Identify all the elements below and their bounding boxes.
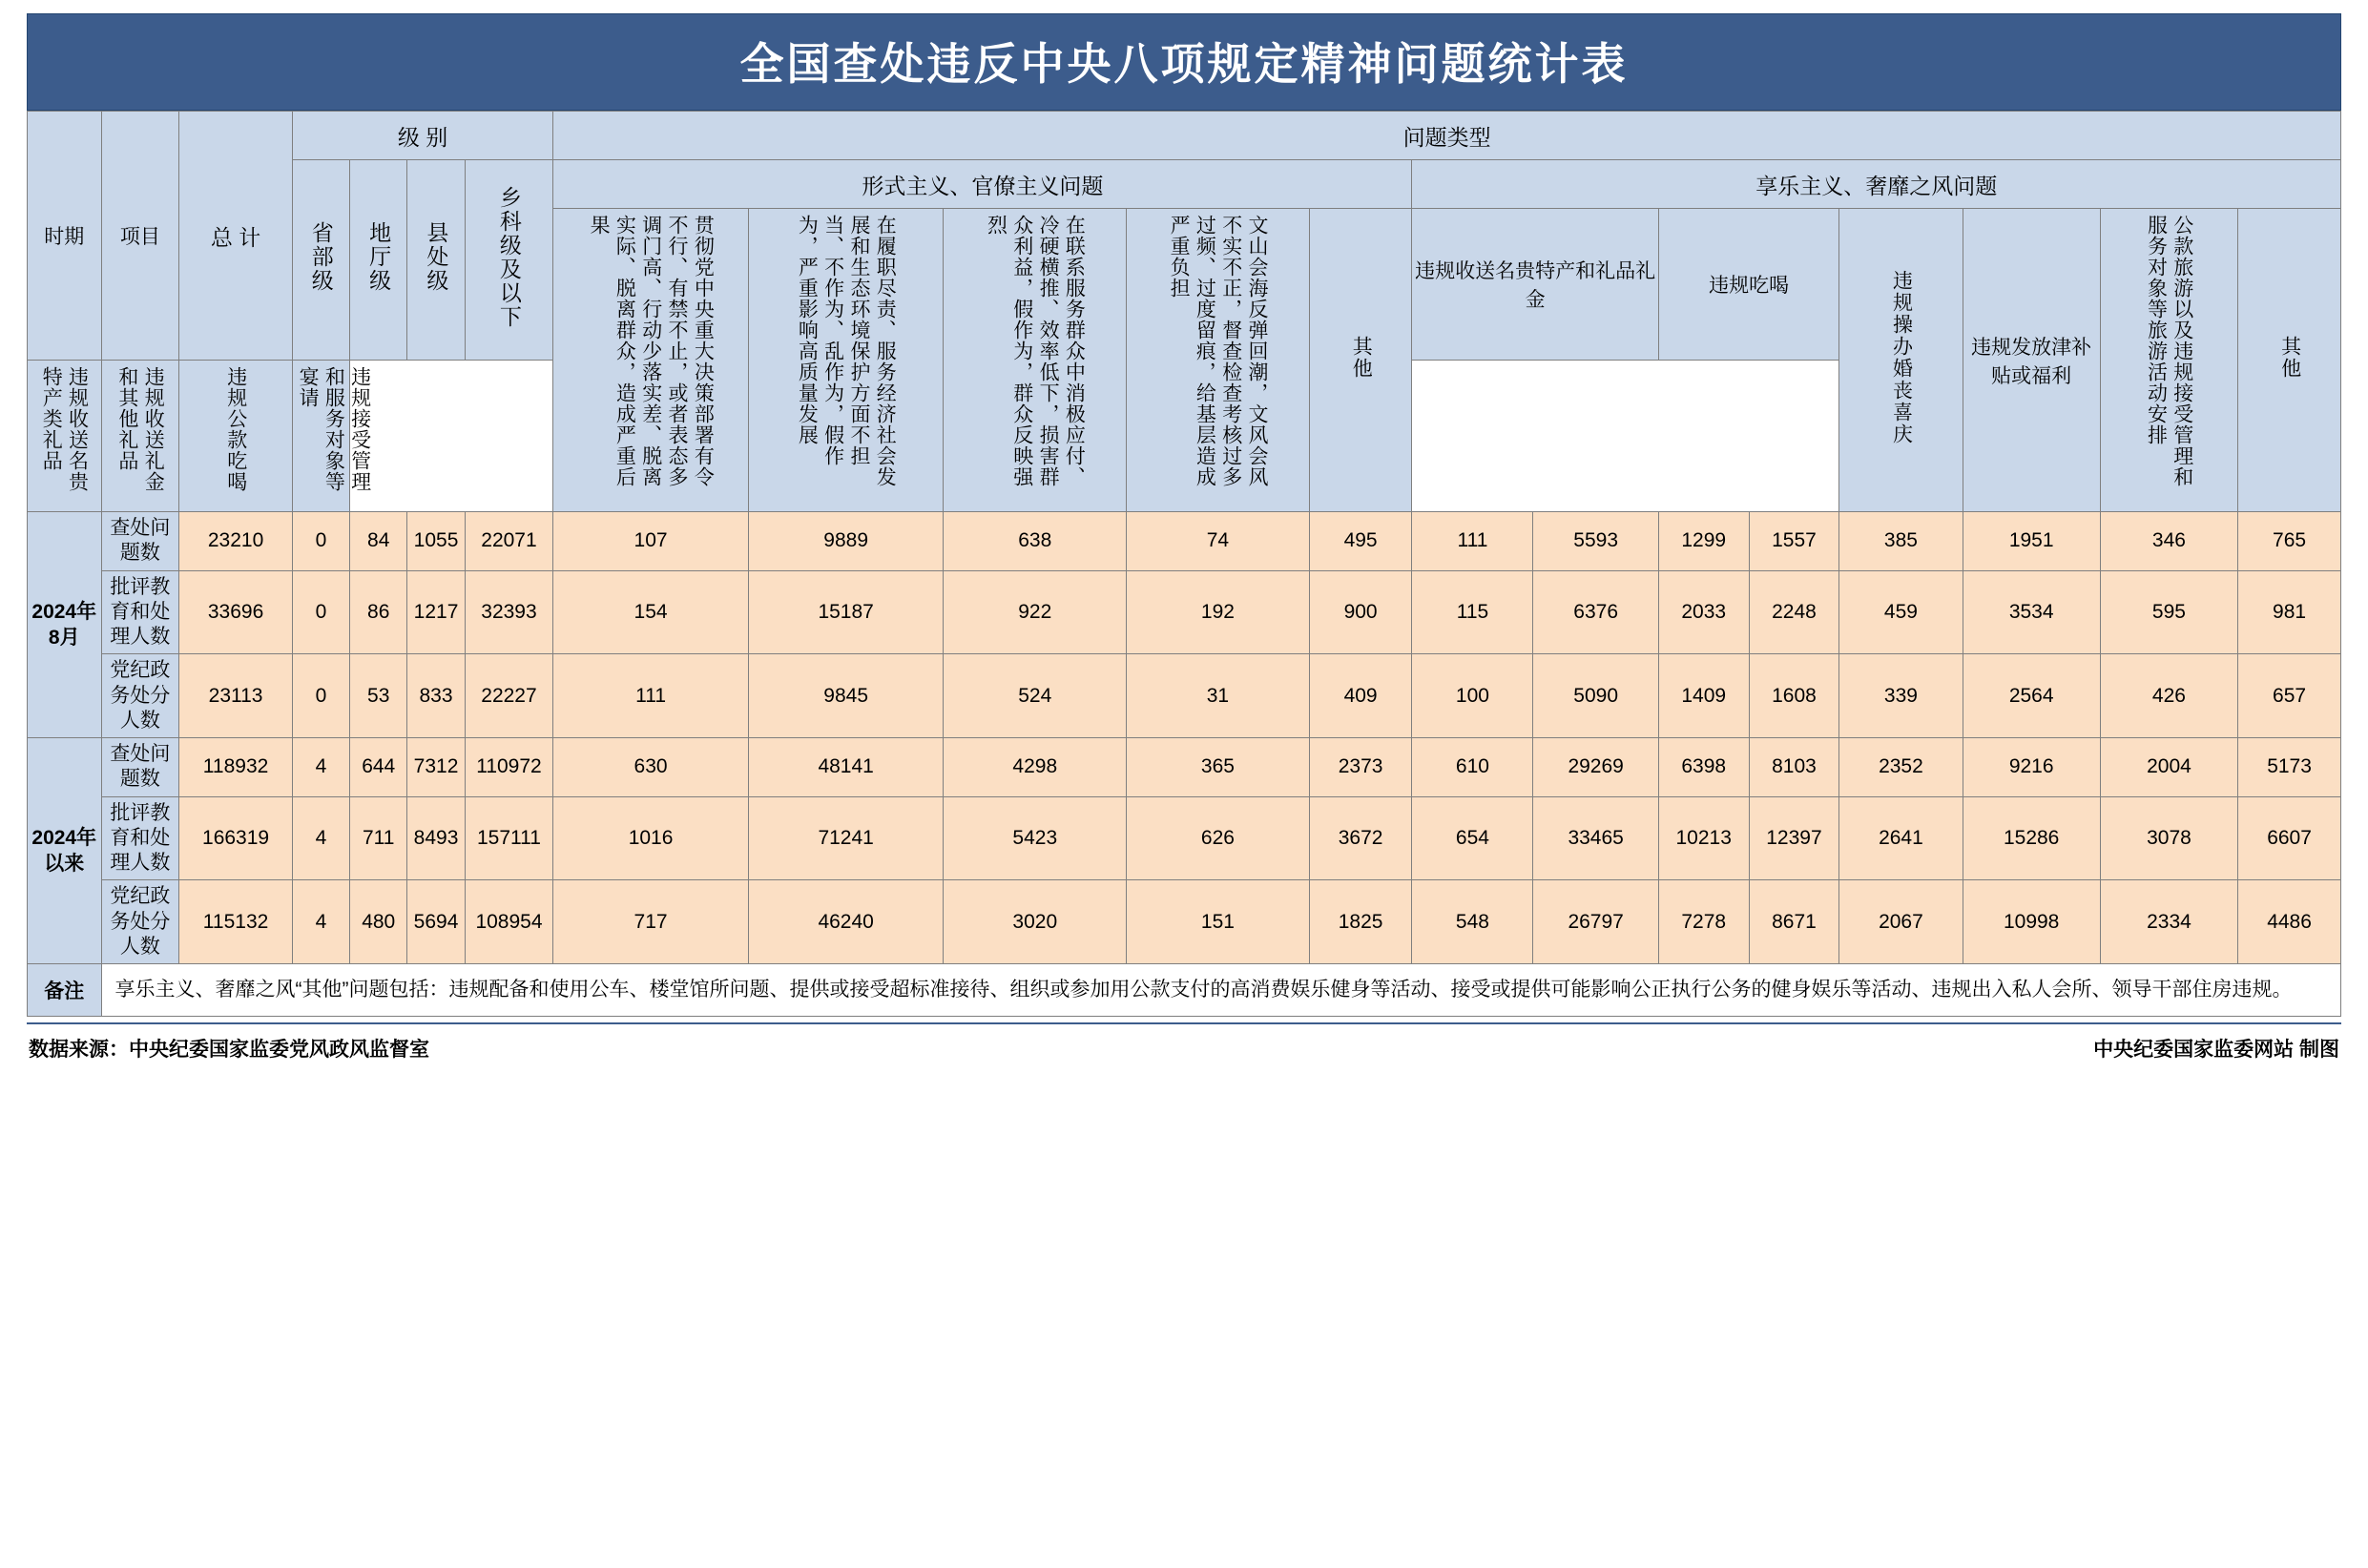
footer <box>27 1024 2341 1063</box>
cell: 5423 <box>944 796 1127 880</box>
cell: 15187 <box>748 570 944 654</box>
header-period: 时期 <box>28 112 102 361</box>
cell: 2352 <box>1839 738 1963 797</box>
cell: 115132 <box>179 880 292 964</box>
header-formalism-3: 文山会海反弹回潮，文风会风不实不正，督查检查考核过多过频、过度留痕，给基层造成严重负担 <box>1127 209 1310 512</box>
cell: 630 <box>553 738 749 797</box>
header-formalism-1: 在履职尽责、服务经济社会发展和生态环境保护方面不担当、不作为、乱作为，假作为，严重影响高质量发展 <box>748 209 944 512</box>
cell: 833 <box>407 654 465 738</box>
header-hedonism-gift-group: 违规收送名贵特产和礼品礼金 <box>1412 209 1658 361</box>
statistics-table <box>27 111 2341 1017</box>
cell: 409 <box>1309 654 1412 738</box>
cell: 0 <box>292 512 349 571</box>
cell: 1217 <box>407 570 465 654</box>
cell: 2067 <box>1839 880 1963 964</box>
header-hedonism-gift-money: 违规收送礼金和其他礼品 <box>101 361 179 512</box>
cell: 548 <box>1412 880 1533 964</box>
header-hedonism-eat-group: 违规吃喝 <box>1658 209 1839 361</box>
header-total: 总 计 <box>179 112 292 361</box>
header-problem-type: 问题类型 <box>553 112 2341 160</box>
cell: 346 <box>2100 512 2237 571</box>
cell: 1557 <box>1749 512 1839 571</box>
cell: 5173 <box>2238 738 2341 797</box>
cell: 1409 <box>1658 654 1749 738</box>
header-group-hedonism: 享乐主义、奢靡之风问题 <box>1412 160 2341 209</box>
header-group-formalism: 形式主义、官僚主义问题 <box>553 160 1412 209</box>
header-level-1: 地厅级 <box>350 160 407 361</box>
cell: 9845 <box>748 654 944 738</box>
cell: 2564 <box>1963 654 2100 738</box>
cell: 7312 <box>407 738 465 797</box>
header-hedonism-allowance: 违规发放津补贴或福利 <box>1963 209 2100 512</box>
cell: 1016 <box>553 796 749 880</box>
cell: 8671 <box>1749 880 1839 964</box>
header-item: 项目 <box>101 112 179 361</box>
row-label: 批评教育和处理人数 <box>101 570 179 654</box>
cell: 900 <box>1309 570 1412 654</box>
cell: 1951 <box>1963 512 2100 571</box>
note-row <box>28 964 2341 1017</box>
row-label: 查处问题数 <box>101 512 179 571</box>
cell: 8493 <box>407 796 465 880</box>
header-hedonism-gift-specialty: 违规收送名贵特产类礼品 <box>28 361 102 512</box>
cell: 29269 <box>1533 738 1658 797</box>
cell: 4 <box>292 880 349 964</box>
cell: 84 <box>350 512 407 571</box>
cell: 33465 <box>1533 796 1658 880</box>
cell: 644 <box>350 738 407 797</box>
row-label: 批评教育和处理人数 <box>101 796 179 880</box>
cell: 46240 <box>748 880 944 964</box>
cell: 4 <box>292 796 349 880</box>
cell: 9889 <box>748 512 944 571</box>
table-row <box>28 796 2341 880</box>
cell: 111 <box>1412 512 1533 571</box>
cell: 23210 <box>179 512 292 571</box>
cell: 459 <box>1839 570 1963 654</box>
header-hedonism-banquet: 违规接受管理和服务对象等宴请 <box>292 361 349 512</box>
cell: 157111 <box>465 796 553 880</box>
table-row <box>28 512 2341 571</box>
row-label: 党纪政务处分人数 <box>101 880 179 964</box>
cell: 7278 <box>1658 880 1749 964</box>
cell: 1825 <box>1309 880 1412 964</box>
cell: 654 <box>1412 796 1533 880</box>
note-label: 备注 <box>28 964 102 1017</box>
header-formalism-other: 其他 <box>1309 209 1412 512</box>
cell: 86 <box>350 570 407 654</box>
cell: 192 <box>1127 570 1310 654</box>
cell: 15286 <box>1963 796 2100 880</box>
header-hedonism-public-dining: 违规公款吃喝 <box>179 361 292 512</box>
cell: 71241 <box>748 796 944 880</box>
cell: 154 <box>553 570 749 654</box>
cell: 74 <box>1127 512 1310 571</box>
cell: 2373 <box>1309 738 1412 797</box>
cell: 1299 <box>1658 512 1749 571</box>
cell: 3078 <box>2100 796 2237 880</box>
cell: 111 <box>553 654 749 738</box>
cell: 53 <box>350 654 407 738</box>
cell: 8103 <box>1749 738 1839 797</box>
cell: 4298 <box>944 738 1127 797</box>
cell: 5593 <box>1533 512 1658 571</box>
cell: 480 <box>350 880 407 964</box>
row-label: 党纪政务处分人数 <box>101 654 179 738</box>
cell: 1608 <box>1749 654 1839 738</box>
cell: 6607 <box>2238 796 2341 880</box>
cell: 5694 <box>407 880 465 964</box>
cell: 426 <box>2100 654 2237 738</box>
cell: 2641 <box>1839 796 1963 880</box>
cell: 626 <box>1127 796 1310 880</box>
cell: 22071 <box>465 512 553 571</box>
cell: 3672 <box>1309 796 1412 880</box>
cell: 12397 <box>1749 796 1839 880</box>
cell: 2334 <box>2100 880 2237 964</box>
producer: 中央纪委国家监委网站 制图 <box>2093 1038 2339 1061</box>
cell: 765 <box>2238 512 2341 571</box>
cell: 48141 <box>748 738 944 797</box>
header-level-2: 县处级 <box>407 160 465 361</box>
note-text: 享乐主义、奢靡之风“其他”问题包括：违规配备和使用公车、楼堂馆所问题、提供或接受超标准接待、组织或参加用公款支付的高消费娱乐健身等活动、接受或提供可能影响公正执行公务的健身娱乐等活动、违规出入私人会所、领导干部住房违规。 <box>101 964 2340 1017</box>
cell: 657 <box>2238 654 2341 738</box>
cell: 2004 <box>2100 738 2237 797</box>
cell: 26797 <box>1533 880 1658 964</box>
cell: 151 <box>1127 880 1310 964</box>
cell: 2033 <box>1658 570 1749 654</box>
cell: 495 <box>1309 512 1412 571</box>
cell: 10998 <box>1963 880 2100 964</box>
cell: 31 <box>1127 654 1310 738</box>
data-source: 数据来源：中央纪委国家监委党风政风监督室 <box>29 1038 429 1061</box>
cell: 9216 <box>1963 738 2100 797</box>
table-row <box>28 570 2341 654</box>
cell: 10213 <box>1658 796 1749 880</box>
cell: 2248 <box>1749 570 1839 654</box>
header-level-3: 乡科级及以下 <box>465 160 553 361</box>
header-level-group: 级 别 <box>292 112 553 160</box>
cell: 118932 <box>179 738 292 797</box>
header-hedonism-wedding: 违规操办婚丧喜庆 <box>1839 209 1963 512</box>
row-period-1: 2024年以来 <box>28 738 102 964</box>
header-formalism-0: 贯彻党中央重大决策部署有令不行、有禁不止，或者表态多调门高、行动少落实差、脱离实际、脱离群众，造成严重后果 <box>553 209 749 512</box>
cell: 6398 <box>1658 738 1749 797</box>
cell: 385 <box>1839 512 1963 571</box>
table-row <box>28 654 2341 738</box>
cell: 6376 <box>1533 570 1658 654</box>
table-row <box>28 738 2341 797</box>
cell: 4 <box>292 738 349 797</box>
cell: 32393 <box>465 570 553 654</box>
header-level-0: 省部级 <box>292 160 349 361</box>
cell: 5090 <box>1533 654 1658 738</box>
cell: 107 <box>553 512 749 571</box>
cell: 595 <box>2100 570 2237 654</box>
cell: 339 <box>1839 654 1963 738</box>
row-period-0: 2024年8月 <box>28 512 102 738</box>
cell: 33696 <box>179 570 292 654</box>
cell: 115 <box>1412 570 1533 654</box>
cell: 1055 <box>407 512 465 571</box>
cell: 4486 <box>2238 880 2341 964</box>
cell: 981 <box>2238 570 2341 654</box>
cell: 108954 <box>465 880 553 964</box>
row-label: 查处问题数 <box>101 738 179 797</box>
cell: 524 <box>944 654 1127 738</box>
cell: 610 <box>1412 738 1533 797</box>
cell: 711 <box>350 796 407 880</box>
page-title: 全国查处违反中央八项规定精神问题统计表 <box>27 13 2341 111</box>
cell: 22227 <box>465 654 553 738</box>
cell: 0 <box>292 654 349 738</box>
cell: 110972 <box>465 738 553 797</box>
cell: 922 <box>944 570 1127 654</box>
cell: 3020 <box>944 880 1127 964</box>
cell: 365 <box>1127 738 1310 797</box>
cell: 100 <box>1412 654 1533 738</box>
cell: 3534 <box>1963 570 2100 654</box>
cell: 638 <box>944 512 1127 571</box>
cell: 0 <box>292 570 349 654</box>
table-row <box>28 880 2341 964</box>
cell: 717 <box>553 880 749 964</box>
header-hedonism-travel: 公款旅游以及违规接受管理和服务对象等旅游活动安排 <box>2100 209 2237 512</box>
cell: 166319 <box>179 796 292 880</box>
header-hedonism-other: 其他 <box>2238 209 2341 512</box>
header-formalism-2: 在联系服务群众中消极应付、冷硬横推、效率低下，损害群众利益，假作为，群众反映强烈 <box>944 209 1127 512</box>
cell: 23113 <box>179 654 292 738</box>
